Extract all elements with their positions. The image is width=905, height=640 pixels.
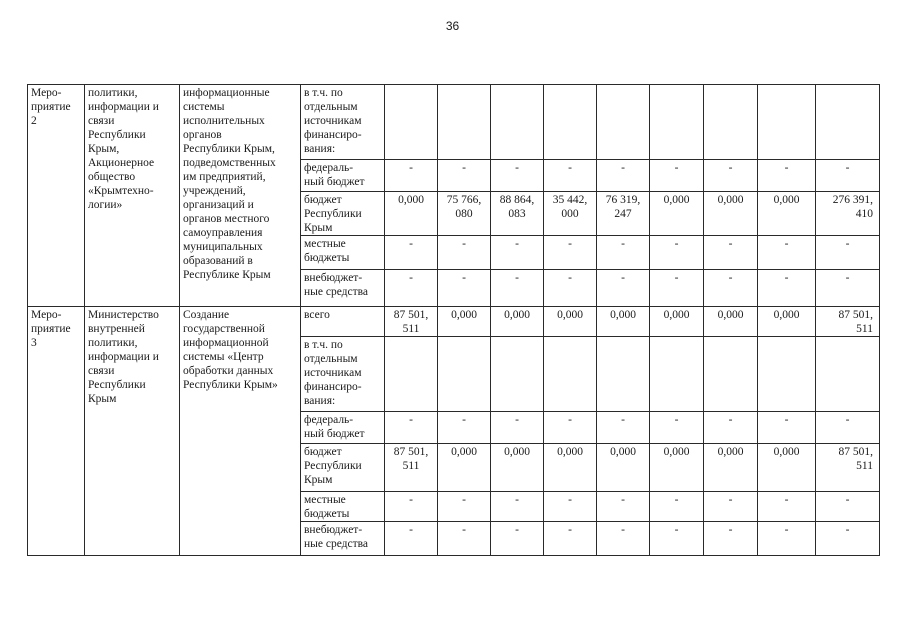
value-cell: 0,000 xyxy=(650,444,704,492)
empty-value-cell: - xyxy=(758,236,816,270)
funding-source-label: в т.ч. по отдельным источникам финансиро- вания: xyxy=(301,337,385,412)
page-number: 36 xyxy=(445,19,460,33)
value-cell: 87 501, 511 xyxy=(385,307,438,337)
blank-cell xyxy=(385,85,438,160)
budget-table-body xyxy=(28,85,880,556)
empty-value-cell: - xyxy=(758,412,816,444)
blank-cell xyxy=(816,85,880,160)
empty-value-cell: - xyxy=(385,270,438,307)
empty-value-cell: - xyxy=(650,412,704,444)
blank-cell xyxy=(704,85,758,160)
funding-source-label: бюджет Республики Крым xyxy=(301,444,385,492)
empty-value-cell: - xyxy=(758,160,816,192)
empty-value-cell: - xyxy=(650,270,704,307)
blank-cell xyxy=(438,337,491,412)
value-cell: 0,000 xyxy=(704,192,758,236)
empty-value-cell: - xyxy=(597,160,650,192)
blank-cell xyxy=(385,337,438,412)
empty-value-cell: - xyxy=(758,522,816,556)
empty-value-cell: - xyxy=(438,492,491,522)
description-cell: Создание государственной информационной системы «Центр обработки данных Республики Крым» xyxy=(180,307,301,556)
empty-value-cell: - xyxy=(816,522,880,556)
empty-value-cell: - xyxy=(438,160,491,192)
empty-value-cell: - xyxy=(438,236,491,270)
empty-value-cell: - xyxy=(597,492,650,522)
empty-value-cell: - xyxy=(544,522,597,556)
executor-cell: Министерство внутренней политики, информации и связи Республики Крым xyxy=(85,307,180,556)
empty-value-cell: - xyxy=(816,412,880,444)
value-cell: 0,000 xyxy=(544,444,597,492)
empty-value-cell: - xyxy=(491,270,544,307)
empty-value-cell: - xyxy=(438,522,491,556)
empty-value-cell: - xyxy=(597,522,650,556)
blank-cell xyxy=(704,337,758,412)
value-cell: 75 766, 080 xyxy=(438,192,491,236)
funding-source-label: местные бюджеты xyxy=(301,492,385,522)
executor-cell: политики, информации и связи Республики Крым, Акционерное общество «Крымтехно- логии» xyxy=(85,85,180,307)
blank-cell xyxy=(758,337,816,412)
value-cell: 87 501, 511 xyxy=(816,444,880,492)
empty-value-cell: - xyxy=(385,412,438,444)
empty-value-cell: - xyxy=(704,522,758,556)
value-cell: 0,000 xyxy=(650,192,704,236)
empty-value-cell: - xyxy=(491,412,544,444)
blank-cell xyxy=(438,85,491,160)
value-cell: 87 501, 511 xyxy=(816,307,880,337)
empty-value-cell: - xyxy=(438,412,491,444)
value-cell: 0,000 xyxy=(491,444,544,492)
funding-source-label: внебюджет- ные средства xyxy=(301,270,385,307)
empty-value-cell: - xyxy=(704,236,758,270)
empty-value-cell: - xyxy=(650,492,704,522)
blank-cell xyxy=(544,85,597,160)
empty-value-cell: - xyxy=(491,236,544,270)
blank-cell xyxy=(650,337,704,412)
empty-value-cell: - xyxy=(597,270,650,307)
blank-cell xyxy=(816,337,880,412)
funding-source-label: бюджет Республики Крым xyxy=(301,192,385,236)
funding-source-label: всего xyxy=(301,307,385,337)
empty-value-cell: - xyxy=(816,270,880,307)
funding-source-label: в т.ч. по отдельным источникам финансиро- вания: xyxy=(301,85,385,160)
value-cell: 0,000 xyxy=(544,307,597,337)
funding-source-label: внебюджет- ные средства xyxy=(301,522,385,556)
value-cell: 0,000 xyxy=(438,307,491,337)
blank-cell xyxy=(758,85,816,160)
empty-value-cell: - xyxy=(385,492,438,522)
empty-value-cell: - xyxy=(816,160,880,192)
empty-value-cell: - xyxy=(758,492,816,522)
empty-value-cell: - xyxy=(491,492,544,522)
empty-value-cell: - xyxy=(816,492,880,522)
description-cell: информационные системы исполнительных органов Республики Крым, подведомственных им предприятий, учреждений, организаций и органов местного самоуправления муниципальных образований в Республике Крым xyxy=(180,85,301,307)
empty-value-cell: - xyxy=(758,270,816,307)
empty-value-cell: - xyxy=(597,412,650,444)
funding-source-label: местные бюджеты xyxy=(301,236,385,270)
measure-label: Меро- приятие 3 xyxy=(28,307,85,556)
empty-value-cell: - xyxy=(544,412,597,444)
empty-value-cell: - xyxy=(544,236,597,270)
empty-value-cell: - xyxy=(650,236,704,270)
empty-value-cell: - xyxy=(704,492,758,522)
value-cell: 88 864, 083 xyxy=(491,192,544,236)
empty-value-cell: - xyxy=(491,160,544,192)
budget-table xyxy=(27,84,880,556)
value-cell: 0,000 xyxy=(597,307,650,337)
blank-cell xyxy=(491,337,544,412)
empty-value-cell: - xyxy=(650,522,704,556)
value-cell: 0,000 xyxy=(758,444,816,492)
empty-value-cell: - xyxy=(385,522,438,556)
value-cell: 76 319, 247 xyxy=(597,192,650,236)
value-cell: 0,000 xyxy=(385,192,438,236)
empty-value-cell: - xyxy=(544,160,597,192)
table-row xyxy=(28,85,880,160)
empty-value-cell: - xyxy=(704,270,758,307)
empty-value-cell: - xyxy=(385,236,438,270)
empty-value-cell: - xyxy=(438,270,491,307)
value-cell: 0,000 xyxy=(491,307,544,337)
empty-value-cell: - xyxy=(704,160,758,192)
empty-value-cell: - xyxy=(491,522,544,556)
empty-value-cell: - xyxy=(544,270,597,307)
empty-value-cell: - xyxy=(597,236,650,270)
funding-source-label: федераль- ный бюджет xyxy=(301,160,385,192)
value-cell: 0,000 xyxy=(758,192,816,236)
value-cell: 0,000 xyxy=(438,444,491,492)
table-row xyxy=(28,307,880,337)
empty-value-cell: - xyxy=(385,160,438,192)
blank-cell xyxy=(491,85,544,160)
blank-cell xyxy=(544,337,597,412)
value-cell: 0,000 xyxy=(758,307,816,337)
value-cell: 0,000 xyxy=(597,444,650,492)
value-cell: 87 501, 511 xyxy=(385,444,438,492)
value-cell: 0,000 xyxy=(704,444,758,492)
blank-cell xyxy=(650,85,704,160)
empty-value-cell: - xyxy=(544,492,597,522)
value-cell: 35 442, 000 xyxy=(544,192,597,236)
value-cell: 0,000 xyxy=(650,307,704,337)
empty-value-cell: - xyxy=(650,160,704,192)
blank-cell xyxy=(597,337,650,412)
empty-value-cell: - xyxy=(704,412,758,444)
value-cell: 276 391, 410 xyxy=(816,192,880,236)
blank-cell xyxy=(597,85,650,160)
value-cell: 0,000 xyxy=(704,307,758,337)
empty-value-cell: - xyxy=(816,236,880,270)
funding-source-label: федераль- ный бюджет xyxy=(301,412,385,444)
measure-label: Меро- приятие 2 xyxy=(28,85,85,307)
